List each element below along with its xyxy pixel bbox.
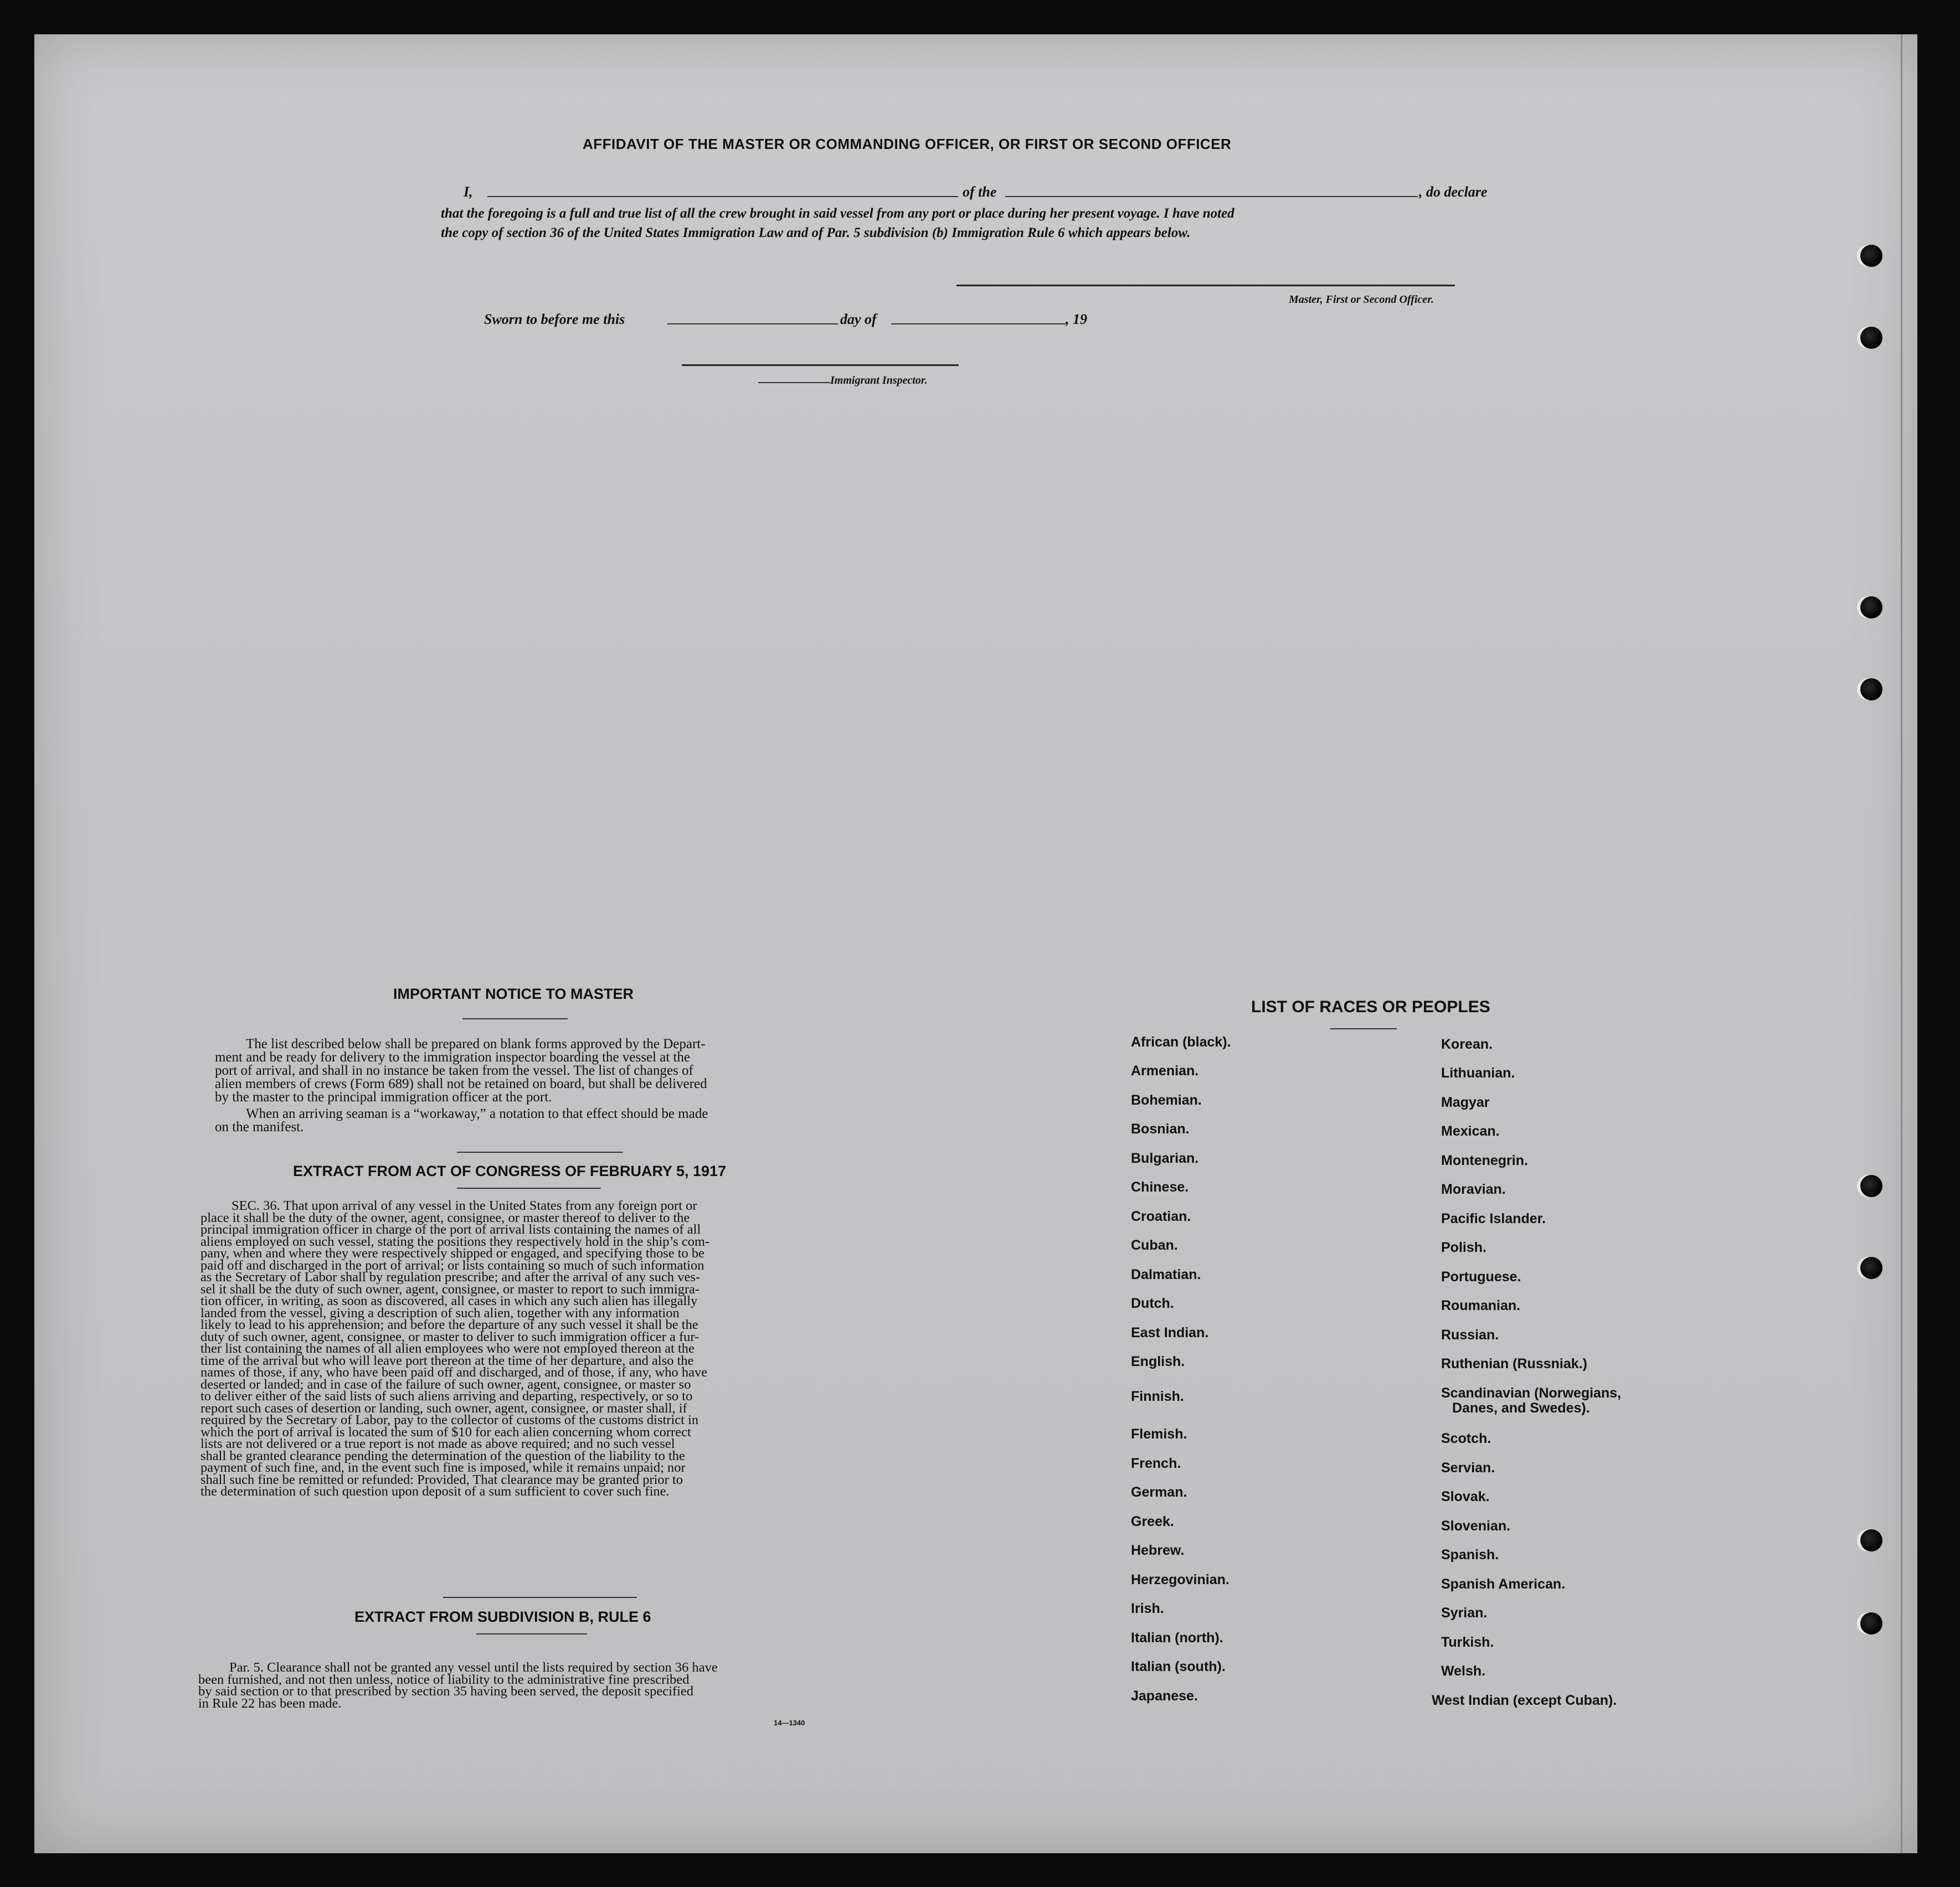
act-line: ther list containing the names of all alien employees who were not employed thereon at the: [200, 1341, 695, 1356]
races-divider: [1330, 1028, 1397, 1029]
race-item: Magyar: [1441, 1095, 1490, 1110]
race-item: Portuguese.: [1441, 1269, 1521, 1285]
race-item: Syrian.: [1441, 1605, 1488, 1621]
race-item: Italian (south).: [1131, 1659, 1226, 1674]
day-of-label: day of: [840, 311, 877, 327]
notice-end-divider: [457, 1152, 623, 1153]
notice-line: alien members of crews (Form 689) shall not be retained on board, but shall be delivered: [215, 1076, 707, 1091]
extract-rule-body: [198, 1662, 841, 1709]
of-the-label: of the: [963, 184, 997, 200]
notice-line: on the manifest.: [215, 1120, 304, 1135]
race-item: Scotch.: [1441, 1431, 1491, 1446]
race-item: Bosnian.: [1131, 1121, 1190, 1137]
race-item: Lithuanian.: [1441, 1065, 1515, 1081]
act-line: likely to lead to his apprehension; and before the departure of any such vessel it shall be the: [200, 1317, 698, 1332]
race-item: Finnish.: [1131, 1389, 1184, 1404]
act-line: sel it shall be the duty of such owner, agent, consignee, or master to report to such immigra-: [200, 1281, 700, 1297]
year-label: , 19: [1066, 311, 1087, 327]
act-line: duty of such owner, agent, consignee, or master to deliver to such immigration officer a fur-: [200, 1329, 699, 1344]
race-item: Cuban.: [1131, 1238, 1178, 1253]
race-item: Irish.: [1131, 1601, 1164, 1616]
do-declare-label: , do declare: [1419, 184, 1488, 200]
race-item: Ruthenian (Russniak.): [1441, 1356, 1587, 1372]
document-page: [34, 34, 1917, 1853]
race-item: Slovak.: [1441, 1489, 1490, 1504]
master-signature-line: [956, 285, 1455, 286]
race-item: Greek.: [1131, 1514, 1174, 1529]
act-line: the determination of such question upon deposit of a sum sufficient to cover such fine.: [200, 1484, 670, 1499]
race-item: Montenegrin.: [1441, 1153, 1528, 1168]
race-item: Bulgarian.: [1131, 1151, 1199, 1166]
act-line: paid off and discharged in the port of arrival; or lists containing so much of such information: [200, 1257, 704, 1273]
notice-line: When an arriving seaman is a “workaway,” a notation to that effect should be made: [246, 1106, 708, 1121]
extract-act-title: EXTRACT FROM ACT OF CONGRESS OF FEBRUARY 5, 1917: [293, 1163, 727, 1179]
master-signature-label: Master, First or Second Officer.: [1289, 293, 1434, 306]
vessel-blank-line: [1005, 196, 1418, 197]
act-line: payment of such fine, and, in the event such fine is imposed, while it remains unpaid; nor: [200, 1460, 686, 1475]
rule-line: Par. 5. Clearance shall not be granted any vessel until the lists required by section 36 have: [229, 1660, 718, 1675]
act-line: names of those, if any, who have been paid off and discharged, and of those, if any, who have: [200, 1365, 708, 1380]
act-line: required by the Secretary of Labor, pay to the collector of customs of the customs district in: [200, 1412, 699, 1427]
rule-line: by said section or to that prescribed by section 35 having been served, the deposit specified: [198, 1684, 693, 1699]
day-blank-line: [667, 323, 838, 324]
race-item: French.: [1131, 1456, 1181, 1471]
rule-line: in Rule 22 has been made.: [198, 1695, 342, 1711]
act-line: SEC. 36. That upon arrival of any vessel in the United States from any foreign port or: [232, 1198, 697, 1213]
race-item: Servian.: [1441, 1460, 1495, 1476]
affidavit-i-label: I,: [464, 184, 473, 200]
binder-hole: [1860, 596, 1882, 618]
act-line: pany, when and where they were respectively shipped or engaged, and specifying those to be: [200, 1246, 705, 1261]
affidavit-text-line-1: that the foregoing is a full and true list of all the crew brought in said vessel from any port or place during her present voyage. I have noted: [441, 206, 1234, 221]
notice-paragraph-1: [215, 1038, 841, 1104]
affidavit-title: AFFIDAVIT OF THE MASTER OR COMMANDING OFFICER, OR FIRST OR SECOND OFFICER: [583, 136, 1232, 152]
act-line: landed from the vessel, giving a description of such alien, together with any information: [200, 1305, 680, 1321]
extract-rule-title: EXTRACT FROM SUBDIVISION B, RULE 6: [354, 1608, 651, 1625]
race-item: English.: [1131, 1354, 1185, 1369]
inspector-label: Immigrant Inspector.: [830, 374, 928, 386]
act-line: time of the arrival but who will leave port thereon at the time of her departure, and also the: [200, 1353, 694, 1368]
binder-hole: [1860, 1257, 1882, 1279]
race-item: Moravian.: [1441, 1182, 1506, 1197]
binder-hole: [1860, 1175, 1882, 1197]
act-line: shall such fine be remitted or refunded: Provided, That clearance may be granted prior to: [200, 1472, 683, 1487]
race-item: Pacific Islander.: [1441, 1211, 1546, 1226]
page-edge: [1901, 34, 1902, 1853]
act-line: place it shall be the duty of the owner, agent, consignee, or master thereof to deliver to the: [200, 1210, 690, 1225]
binder-hole: [1860, 1612, 1882, 1635]
binder-hole: [1860, 1529, 1882, 1551]
race-item: Turkish.: [1441, 1635, 1494, 1650]
act-line: shall be granted clearance pending the determination of the question of the liability to the: [200, 1448, 685, 1463]
race-item: Mexican.: [1441, 1123, 1500, 1139]
notice-paragraph-2: [215, 1107, 841, 1134]
race-item: Croatian.: [1131, 1209, 1191, 1224]
notice-line: The list described below shall be prepared on blank forms approved by the Depart-: [246, 1037, 706, 1051]
race-item: West Indian (except Cuban).: [1432, 1693, 1617, 1708]
binder-hole: [1860, 678, 1882, 700]
race-item: German.: [1131, 1484, 1187, 1500]
race-item: Hebrew.: [1131, 1543, 1185, 1558]
month-blank-line: [891, 323, 1066, 324]
act-line: to deliver either of the said lists of such aliens arriving and departing, respectively, or so to: [200, 1389, 693, 1404]
race-item: Italian (north).: [1131, 1630, 1223, 1646]
binder-hole: [1860, 245, 1882, 267]
race-item: Russian.: [1441, 1327, 1499, 1343]
act-line: report such cases of desertion or landing, such owner, agent, consignee, or master shall, if: [200, 1400, 687, 1416]
notice-line: port of arrival, and shall in no instance be taken from the vessel. The list of changes of: [215, 1063, 693, 1078]
act-line: tion officer, in writing, as soon as discovered, all cases in which any such alien has illegally: [200, 1293, 698, 1308]
affidavit-text-line-2: the copy of section 36 of the United States Immigration Law and of Par. 5 subdivision (b) Immigration Rule 6 which appears below.: [441, 225, 1191, 240]
race-item: Bohemian.: [1131, 1092, 1202, 1108]
race-item: Korean.: [1441, 1037, 1493, 1052]
race-item: Herzegovinian.: [1131, 1572, 1229, 1587]
form-number: 14—1340: [774, 1719, 805, 1727]
binder-hole: [1860, 327, 1882, 349]
act-line: deserted or landed; and in case of the failure of such owner, agent, consignee, or master so: [200, 1376, 691, 1392]
race-item: Spanish.: [1441, 1547, 1499, 1563]
extract-rule-divider: [476, 1633, 587, 1635]
race-item: East Indian.: [1131, 1325, 1209, 1341]
races-title: LIST OF RACES OR PEOPLES: [1251, 998, 1490, 1016]
extract-act-body: [200, 1200, 842, 1498]
race-item: Welsh.: [1441, 1663, 1486, 1679]
race-item: Danes, and Swedes).: [1452, 1400, 1590, 1416]
name-blank-line: [487, 196, 958, 197]
race-item: Flemish.: [1131, 1426, 1187, 1442]
race-item: Armenian.: [1131, 1063, 1199, 1079]
act-line: principal immigration officer in charge of the port of arrival lists containing the names of all: [200, 1222, 701, 1237]
race-item: Chinese.: [1131, 1179, 1189, 1195]
notice-divider: [462, 1018, 568, 1019]
race-item: Japanese.: [1131, 1688, 1198, 1704]
notice-line: ment and be ready for delivery to the immigration inspector boarding the vessel at the: [215, 1050, 691, 1065]
race-item: Roumanian.: [1441, 1298, 1521, 1313]
notice-line: by the master to the principal immigration officer at the port.: [215, 1090, 552, 1105]
race-item: Spanish American.: [1441, 1576, 1566, 1592]
race-item: Polish.: [1441, 1240, 1486, 1255]
extract-act-end-divider: [443, 1597, 637, 1598]
race-item: Dutch.: [1131, 1296, 1174, 1311]
extract-act-divider: [457, 1188, 601, 1189]
inspector-prefix-line: [758, 382, 830, 383]
act-line: lists are not delivered or a true report is not made as above required; and no such vessel: [200, 1436, 675, 1451]
race-item: Scandinavian (Norwegians,: [1441, 1385, 1622, 1401]
race-item: African (black).: [1131, 1034, 1231, 1050]
act-line: as the Secretary of Labor shall by regulation prescribe; and after the arrival of any such ves-: [200, 1270, 701, 1285]
act-line: aliens employed on such vessel, stating the positions they respectively hold in the ship’s com-: [200, 1234, 710, 1249]
act-line: which the port of arrival is located the sum of $10 for each alien concerning whom correct: [200, 1424, 691, 1440]
race-item: Dalmatian.: [1131, 1267, 1201, 1282]
inspector-signature-line: [682, 364, 959, 366]
notice-title: IMPORTANT NOTICE TO MASTER: [393, 986, 634, 1002]
race-item: Slovenian.: [1441, 1518, 1511, 1534]
rule-line: been furnished, and not then unless, notice of liability to the administrative fine prescribed: [198, 1672, 690, 1687]
sworn-label: Sworn to before me this: [484, 311, 625, 327]
